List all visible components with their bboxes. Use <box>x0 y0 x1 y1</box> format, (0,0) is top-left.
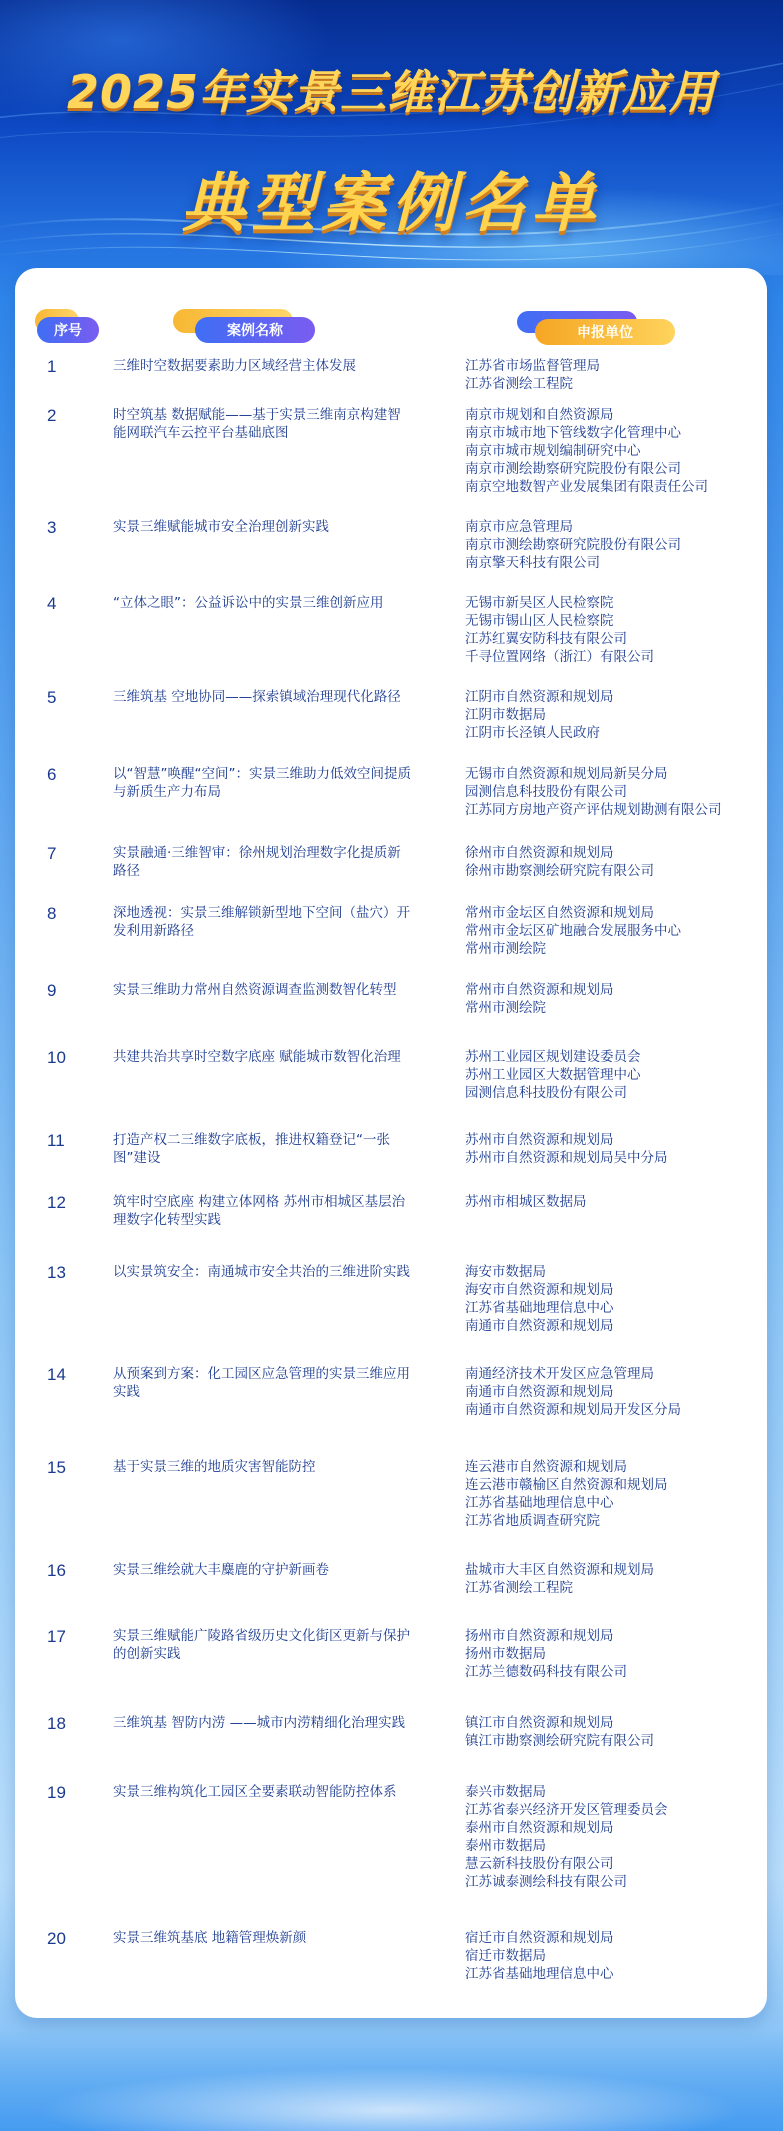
case-name: 三维筑基 空地协同——探索镇域治理现代化路径 <box>113 689 401 705</box>
case-name: “立体之眼”：公益诉讼中的实景三维创新应用 <box>113 595 384 611</box>
row-number: 5 <box>47 688 57 707</box>
case-name-column-header-label: 案例名称 <box>227 323 283 339</box>
applicant-list <box>465 1458 765 1530</box>
applicant-unit: 南京市应急管理局 <box>465 519 573 535</box>
applicant-list <box>465 1714 765 1750</box>
case-name: 共建共治共享时空数字底座 赋能城市数智化治理 <box>113 1049 401 1065</box>
case-name: 筑牢时空底座 构建立体网格 苏州市相城区基层治理数字化转型实践 <box>113 1194 406 1228</box>
row-number: 20 <box>47 1929 66 1948</box>
applicant-list <box>465 594 765 666</box>
row-number: 13 <box>47 1263 66 1282</box>
case-name: 实景三维构筑化工园区全要素联动智能防控体系 <box>113 1784 397 1800</box>
applicant-unit: 苏州市自然资源和规划局吴中分局 <box>465 1150 668 1166</box>
row-number: 12 <box>47 1193 66 1212</box>
row-number: 18 <box>47 1714 66 1733</box>
applicant-unit: 苏州市相城区数据局 <box>465 1194 587 1210</box>
applicant-unit: 江阴市长泾镇人民政府 <box>465 725 600 741</box>
applicant-unit: 江苏同方房地产资产评估规划勘测有限公司 <box>465 802 722 818</box>
case-list-card <box>15 268 767 2018</box>
applicant-column-header <box>535 319 675 345</box>
applicant-list <box>465 1561 765 1597</box>
case-name: 基于实景三维的地质灾害智能防控 <box>113 1459 316 1475</box>
applicant-unit: 无锡市自然资源和规划局新吴分局 <box>465 766 668 782</box>
applicant-unit: 南通市自然资源和规划局 <box>465 1318 614 1334</box>
applicant-list <box>465 904 765 958</box>
applicant-unit: 江苏诚泰测绘科技有限公司 <box>465 1874 627 1890</box>
applicant-list <box>465 1365 765 1419</box>
applicant-unit: 江苏红翼安防科技有限公司 <box>465 631 627 647</box>
case-name: 实景三维助力常州自然资源调查监测数智化转型 <box>113 982 397 998</box>
case-name: 实景三维绘就大丰麋鹿的守护新画卷 <box>113 1562 329 1578</box>
row-number: 1 <box>47 357 57 376</box>
applicant-unit: 镇江市自然资源和规划局 <box>465 1715 614 1731</box>
applicant-list <box>465 357 765 393</box>
header-banner <box>0 0 783 275</box>
applicant-unit: 南京市城市规划编制研究中心 <box>465 443 641 459</box>
row-number: 19 <box>47 1783 66 1802</box>
applicant-unit: 江苏省基础地理信息中心 <box>465 1495 614 1511</box>
applicant-unit: 江苏省市场监督管理局 <box>465 358 600 374</box>
row-number: 3 <box>47 518 57 537</box>
applicant-unit: 无锡市新吴区人民检察院 <box>465 595 614 611</box>
applicant-list <box>465 1783 765 1891</box>
footer-glow <box>0 2030 783 2131</box>
row-number: 8 <box>47 904 57 923</box>
applicant-unit: 苏州工业园区大数据管理中心 <box>465 1067 641 1083</box>
applicant-unit: 南通经济技术开发区应急管理局 <box>465 1366 654 1382</box>
applicant-unit: 南通市自然资源和规划局开发区分局 <box>465 1402 681 1418</box>
row-number: 4 <box>47 594 57 613</box>
applicant-unit: 江苏省地质调查研究院 <box>465 1513 600 1529</box>
applicant-unit: 苏州工业园区规划建设委员会 <box>465 1049 641 1065</box>
case-name-column-header <box>195 317 315 343</box>
row-number: 16 <box>47 1561 66 1580</box>
applicant-unit: 常州市测绘院 <box>465 1000 546 1016</box>
applicant-unit: 南京空地数智产业发展集团有限责任公司 <box>465 479 708 495</box>
case-name: 实景三维筑基底 地籍管理焕新颜 <box>113 1930 307 1946</box>
applicant-list <box>465 1048 765 1102</box>
case-name: 打造产权二三维数字底板，推进权籍登记“一张图”建设 <box>113 1132 390 1166</box>
case-name: 实景三维赋能城市安全治理创新实践 <box>113 519 329 535</box>
applicant-unit: 南通市自然资源和规划局 <box>465 1384 614 1400</box>
applicant-unit: 连云港市自然资源和规划局 <box>465 1459 627 1475</box>
applicant-unit: 江苏省泰兴经济开发区管理委员会 <box>465 1802 668 1818</box>
row-number: 11 <box>47 1131 65 1150</box>
index-column-header-label: 序号 <box>54 323 82 339</box>
case-name: 以“智慧”唤醒“空间”：实景三维助力低效空间提质与新质生产力布局 <box>113 766 411 800</box>
applicant-list <box>465 844 765 880</box>
row-number: 7 <box>47 844 57 863</box>
applicant-list <box>465 688 765 742</box>
applicant-list <box>465 1193 765 1211</box>
applicant-list <box>465 765 765 819</box>
applicant-unit: 泰兴市数据局 <box>465 1784 546 1800</box>
applicant-unit: 园测信息科技股份有限公司 <box>465 1085 627 1101</box>
applicant-unit: 徐州市自然资源和规划局 <box>465 845 614 861</box>
applicant-list <box>465 518 765 572</box>
page-title-line1: 2025年实景三维江苏创新应用 <box>66 65 717 119</box>
applicant-column-header-label: 申报单位 <box>577 325 633 341</box>
applicant-unit: 南京市测绘勘察研究院股份有限公司 <box>465 537 681 553</box>
applicant-unit: 无锡市锡山区人民检察院 <box>465 613 614 629</box>
case-name: 实景三维赋能广陵路省级历史文化街区更新与保护的创新实践 <box>113 1628 410 1662</box>
row-number: 9 <box>47 981 57 1000</box>
applicant-unit: 盐城市大丰区自然资源和规划局 <box>465 1562 654 1578</box>
applicant-unit: 江阴市数据局 <box>465 707 546 723</box>
applicant-unit: 镇江市勘察测绘研究院有限公司 <box>465 1733 654 1749</box>
applicant-unit: 徐州市勘察测绘研究院有限公司 <box>465 863 654 879</box>
applicant-unit: 常州市金坛区矿地融合发展服务中心 <box>465 923 681 939</box>
applicant-unit: 南京擎天科技有限公司 <box>465 555 600 571</box>
applicant-list <box>465 1263 765 1335</box>
applicant-unit: 扬州市自然资源和规划局 <box>465 1628 614 1644</box>
row-number: 17 <box>47 1627 66 1646</box>
applicant-unit: 扬州市数据局 <box>465 1646 546 1662</box>
case-name: 以实景筑安全：南通城市安全共治的三维进阶实践 <box>113 1264 410 1280</box>
applicant-unit: 苏州市自然资源和规划局 <box>465 1132 614 1148</box>
applicant-list <box>465 1627 765 1681</box>
page-title-line2: 典型案例名单 <box>181 167 602 241</box>
applicant-unit: 南京市城市地下管线数字化管理中心 <box>465 425 681 441</box>
applicant-unit: 海安市自然资源和规划局 <box>465 1282 614 1298</box>
applicant-list <box>465 406 765 496</box>
case-name: 实景融通·三维智审：徐州规划治理数字化提质新路径 <box>113 845 401 879</box>
applicant-unit: 江苏省测绘工程院 <box>465 376 573 392</box>
case-name: 时空筑基 数据赋能——基于实景三维南京构建智能网联汽车云控平台基础底图 <box>113 407 401 441</box>
row-number: 14 <box>47 1365 66 1384</box>
applicant-unit: 慧云新科技股份有限公司 <box>465 1856 614 1872</box>
applicant-unit: 千寻位置网络（浙江）有限公司 <box>465 649 654 665</box>
case-name: 深地透视：实景三维解锁新型地下空间（盐穴）开发利用新路径 <box>113 905 410 939</box>
applicant-unit: 泰州市自然资源和规划局 <box>465 1820 614 1836</box>
index-column-header <box>37 317 99 343</box>
case-name: 三维时空数据要素助力区域经营主体发展 <box>113 358 356 374</box>
applicant-unit: 宿迁市数据局 <box>465 1948 546 1964</box>
applicant-unit: 江苏省基础地理信息中心 <box>465 1300 614 1316</box>
applicant-unit: 江苏省测绘工程院 <box>465 1580 573 1596</box>
applicant-unit: 海安市数据局 <box>465 1264 546 1280</box>
applicant-unit: 常州市自然资源和规划局 <box>465 982 614 998</box>
applicant-unit: 园测信息科技股份有限公司 <box>465 784 627 800</box>
applicant-unit: 泰州市数据局 <box>465 1838 546 1854</box>
case-name: 三维筑基 智防内涝 ——城市内涝精细化治理实践 <box>113 1715 406 1731</box>
applicant-list <box>465 1131 765 1167</box>
applicant-unit: 南京市规划和自然资源局 <box>465 407 614 423</box>
row-number: 6 <box>47 765 57 784</box>
applicant-unit: 江阴市自然资源和规划局 <box>465 689 614 705</box>
applicant-unit: 常州市测绘院 <box>465 941 546 957</box>
row-number: 2 <box>47 406 57 425</box>
row-number: 10 <box>47 1048 66 1067</box>
applicant-unit: 连云港市赣榆区自然资源和规划局 <box>465 1477 668 1493</box>
applicant-unit: 南京市测绘勘察研究院股份有限公司 <box>465 461 681 477</box>
applicant-unit: 江苏兰德数码科技有限公司 <box>465 1664 627 1680</box>
applicant-unit: 江苏省基础地理信息中心 <box>465 1966 614 1982</box>
applicant-list <box>465 981 765 1017</box>
applicant-list <box>465 1929 765 1983</box>
applicant-unit: 宿迁市自然资源和规划局 <box>465 1930 614 1946</box>
row-number: 15 <box>47 1458 66 1477</box>
case-name: 从预案到方案：化工园区应急管理的实景三维应用实践 <box>113 1366 410 1400</box>
applicant-unit: 常州市金坛区自然资源和规划局 <box>465 905 654 921</box>
